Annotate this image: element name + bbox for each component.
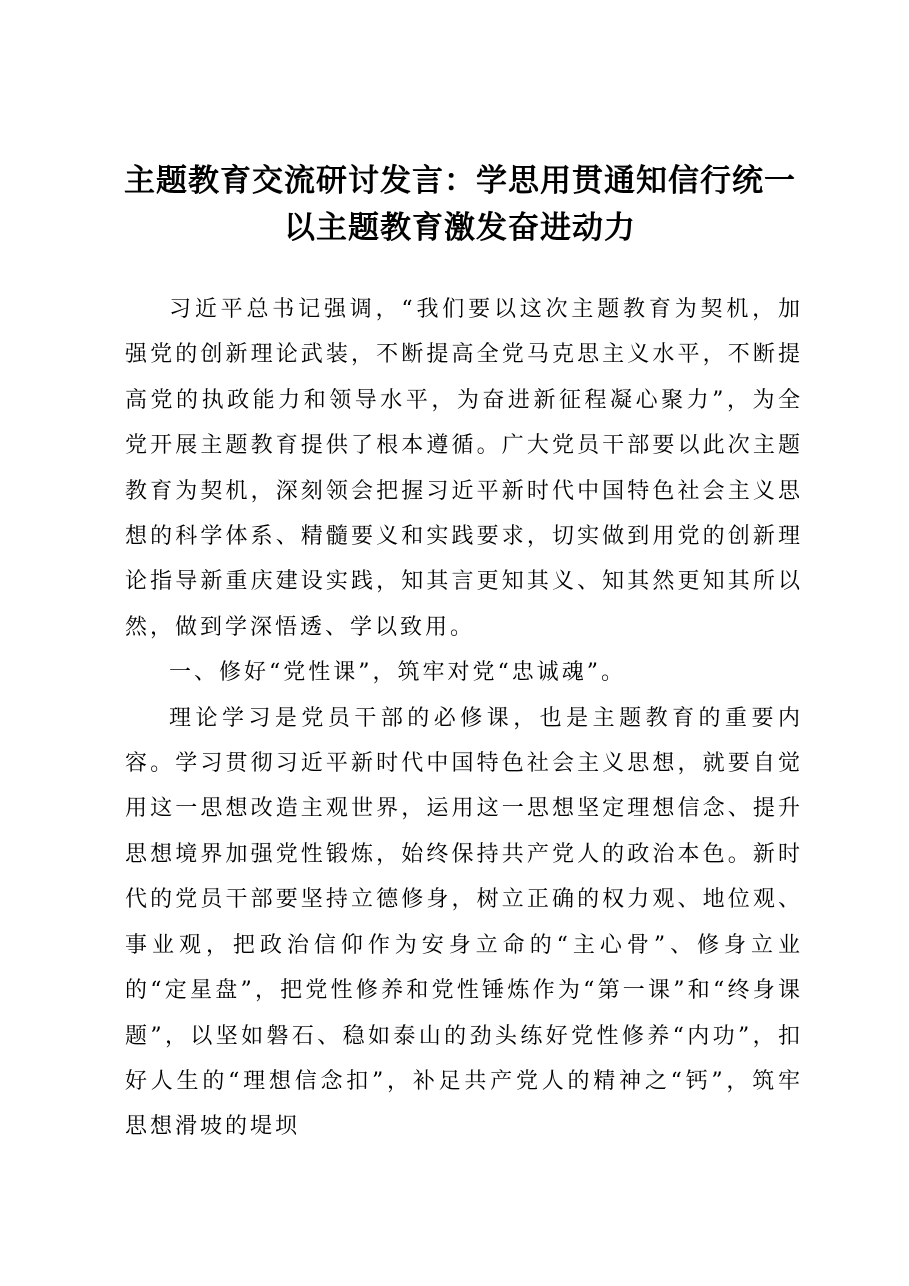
section-heading-1: 一、修好“党性课”，筑牢对党“忠诚魂”。 xyxy=(169,660,626,686)
document-title-line1: 主题教育交流研讨发言：学思用贯通知信行统一 xyxy=(124,163,796,199)
paragraph-intro: 习近平总书记强调，“我们要以这次主题教育为契机，加强党的创新理论武装，不断提高全党马克思主义水平，不断提高党的执政能力和领导水平，为奋进新征程凝心聚力”，为全党开展主题教育提供了根本遵循。广大党员干部要以此次主题教育为契机，深刻领会把握习近平新时代中国特色社会主义思想的科学体系、精髓要义和实践要求，切实做到用党的创新理论指导新重庆建设实践，知其言更知其义、知其然更知其所以然，做到学深悟透、学以致用。 xyxy=(125,297,803,640)
document-title-line2: 以主题教育激发奋进动力 xyxy=(284,210,636,246)
paragraph-section-1: 理论学习是党员干部的必修课，也是主题教育的重要内容。学习贯彻习近平新时代中国特色社会主义思想，就要自觉用这一思想改造主观世界，运用这一思想坚定理想信念、提升思想境界加强党性锻炼，始终保持共产党人的政治本色。新时代的党员干部要坚持立德修身，树立正确的权力观、地位观、事业观，把政治信仰作为安身立命的“主心骨”、修身立业的“定星盘”，把党性修养和党性锤炼作为“第一课”和“终身课题”，以坚如磐石、稳如泰山的劲头练好党性修养“内功”，扣好人生的“理想信念扣”，补足共产党人的精神之“钙”，筑牢思想滑坡的堤坝 xyxy=(125,705,803,1140)
document-body xyxy=(125,287,803,1150)
